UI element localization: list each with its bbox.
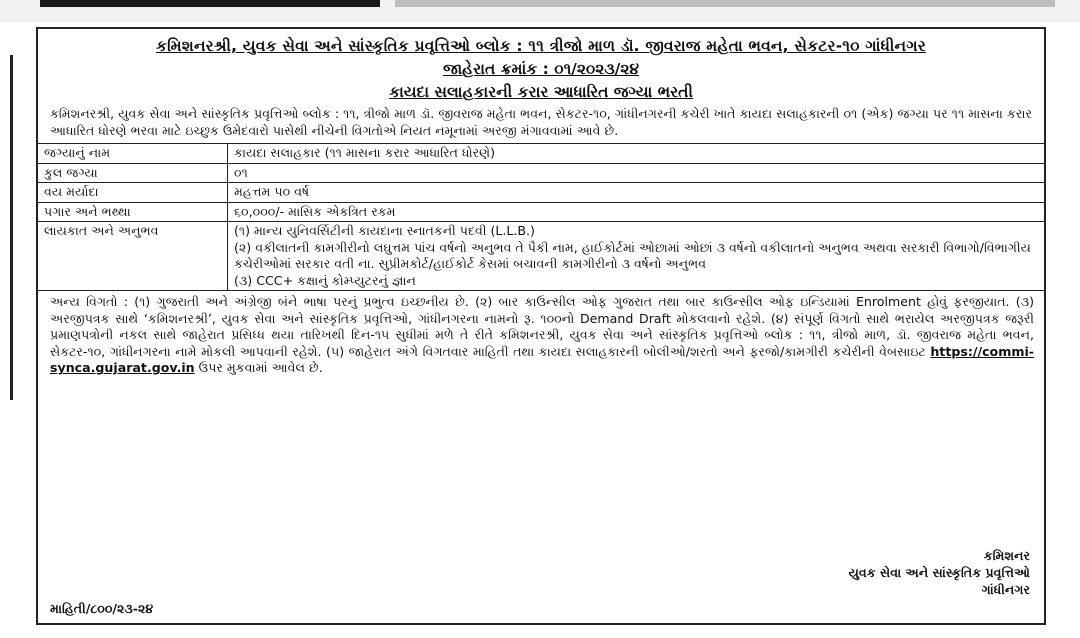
signatory-city: ગાંધીનગર (981, 582, 1030, 597)
table-row (38, 183, 1044, 203)
adjacent-ad-edge (395, 0, 1055, 7)
other-details-text: અન્ય વિગતો : (૧) ગુજરાતી અને અંગ્રેજી બંને ભાષા પરનું પ્રભુત્વ ઇચ્છનીય છે. (૨) બાર કાઉન્સીલ ઓફ ગુજરાત તથા બાર કાઉન્સીલ ઓફ ઇન્ડિયામાં Enrolment હોવું ફરજીયાત. (૩) અરજીપત્રક સાથે ‘કમિશનરશ્રી’, યુવક સેવા અને સાંસ્કૃતિક પ્રવૃત્તિઓ, ગાંધીનગરના નામનો રૂ. ૧૦૦નો Demand Draft મોકલવાનો રહેશે. (૪) સંપૂર્ણ વિગતો સાથે ભરાયેલ અરજીપત્રક જરૂરી પ્રમાણપત્રોની નકલ સાથે જાહેરાત પ્રસિધ્ધ થયા તારિખથી દિન-૧૫ સુધીમાં મળે તે રીતે કમિશનરશ્રી, યુવક સેવા અને સાંસ્કૃતિક પ્રવૃત્તિઓ બ્લોક : ૧૧, ત્રીજો માળ, ડૉ. જીવરાજ મહેતા ભવન, સેકટર-૧૦, ગાંધીનગરના નામે મોકલી આપવાની રહેશે. (૫) જાહેરાત અંગે વિગતવાર માહિતી તથા કાયદા સલાહકારની બોલીઓ/શરતો અને ફરજો/કામગીરી કચેરીની વેબસાઇટ (50, 294, 1034, 359)
row-label: જગ્યાનું નામ (38, 144, 228, 164)
table-row (38, 202, 1044, 222)
page-top-strip (0, 0, 1080, 22)
post-details-table (38, 143, 1044, 291)
ad-title: કાયદા સલાહકારની કરાર આધારિત જગ્યા ભરતી (389, 83, 693, 101)
table-row (38, 144, 1044, 164)
office-address-heading: કમિશનરશ્રી, યુવક સેવા અને સાંસ્કૃતિક પ્રવૃત્તિઓ બ્લોક : ૧૧ ત્રીજો માળ ડૉ. જીવરાજ મહેતા ભવન, સેકટર-૧૦ ગાંધીનગર (156, 37, 926, 55)
adjacent-column-edge (0, 55, 13, 400)
signatory-title: કમિશનર (983, 548, 1030, 563)
row-value: કાયદા સલાહકાર (૧૧ માસના કરાર આધારિત ધોરણે) (228, 144, 1045, 164)
intro-paragraph: કમિશનરશ્રી, યુવક સેવા અને સાંસ્કૃતિક પ્રવૃત્તિઓ બ્લોક : ૧૧, ત્રીજો માળ ડૉ. જીવરાજ મહેતા ભવન, સેકટર-૧૦, ગાંધીનગરની કચેરી ખાતે કાયદા સલાહકારની ૦૧ (એક) જગ્યા પર ૧૧ માસના કરાર આધારિત ધોરણે ભરવા માટે ઇચ્છુક ઉમેદવારો પાસેથી નીચેની વિગતોએ નિયત નમૂનામાં અરજી મંગાવવામાં આવે છે. (50, 106, 1032, 138)
signatory-department: યુવક સેવા અને સાંસ્કૃતિક પ્રવૃત્તિઓ (848, 565, 1030, 580)
recruitment-advertisement (36, 27, 1046, 625)
row-label: વય મર્યાદા (38, 183, 228, 203)
row-label: પગાર અને ભથ્થા (38, 202, 228, 222)
qualification-cell (228, 222, 1045, 291)
website-suffix: ઉપર મુકવામાં આવેલ છે. (198, 360, 323, 376)
other-details-paragraph (38, 291, 1044, 377)
row-label: કુલ જગ્યા (38, 163, 228, 183)
table-row (38, 222, 1044, 291)
row-value: મહત્તમ ૫૦ વર્ષ (228, 183, 1045, 203)
qualification-item: (૨) વકીલાતની કામગીરીનો લઘુત્તમ પાંચ વર્ષનો અનુભવ તે પૈકી નામ, હાઈકોર્ટમાં ઓછામાં ઓછાં ૩ વર્ષનો વકીલાતનો અનુભવ અથવા સરકારી વિભાગો/વિભાગીય કચેરીઓમાં સરકાર વતી ના. સુપ્રીમકોર્ટ/હાઈકોર્ટ કેસમાં બચાવની કામગીરીનો ૩ વર્ષનો અનુભવ (234, 239, 1031, 271)
row-value: ૬૦,૦૦૦/- માસિક એકત્રિત રકમ (228, 202, 1045, 222)
adjacent-ad-edge (40, 0, 380, 7)
row-value: ૦૧ (228, 163, 1045, 183)
qualification-item: (૧) માન્ય યુનિવર્સિટીની કાયદાના સ્નાતકની પદવી (L.L.B.) (234, 223, 535, 238)
qualification-item: (૩) CCC+ કક્ષાનું કોમ્પ્યુટરનું જ્ઞાન (234, 272, 416, 288)
ad-number: જાહેરાત ક્રમાંક : ૦૧/૨૦૨૩/૨૪ (442, 60, 640, 78)
info-reference-number: માહિતી/૮૦૦/૨૩-૨૪ (50, 601, 154, 616)
website-link[interactable]: https://commi-synca.gujarat.gov.in (50, 343, 1034, 376)
row-label: લાયકાત અને અનુભવ (38, 222, 228, 291)
table-row (38, 163, 1044, 183)
signature-block (849, 547, 1030, 598)
